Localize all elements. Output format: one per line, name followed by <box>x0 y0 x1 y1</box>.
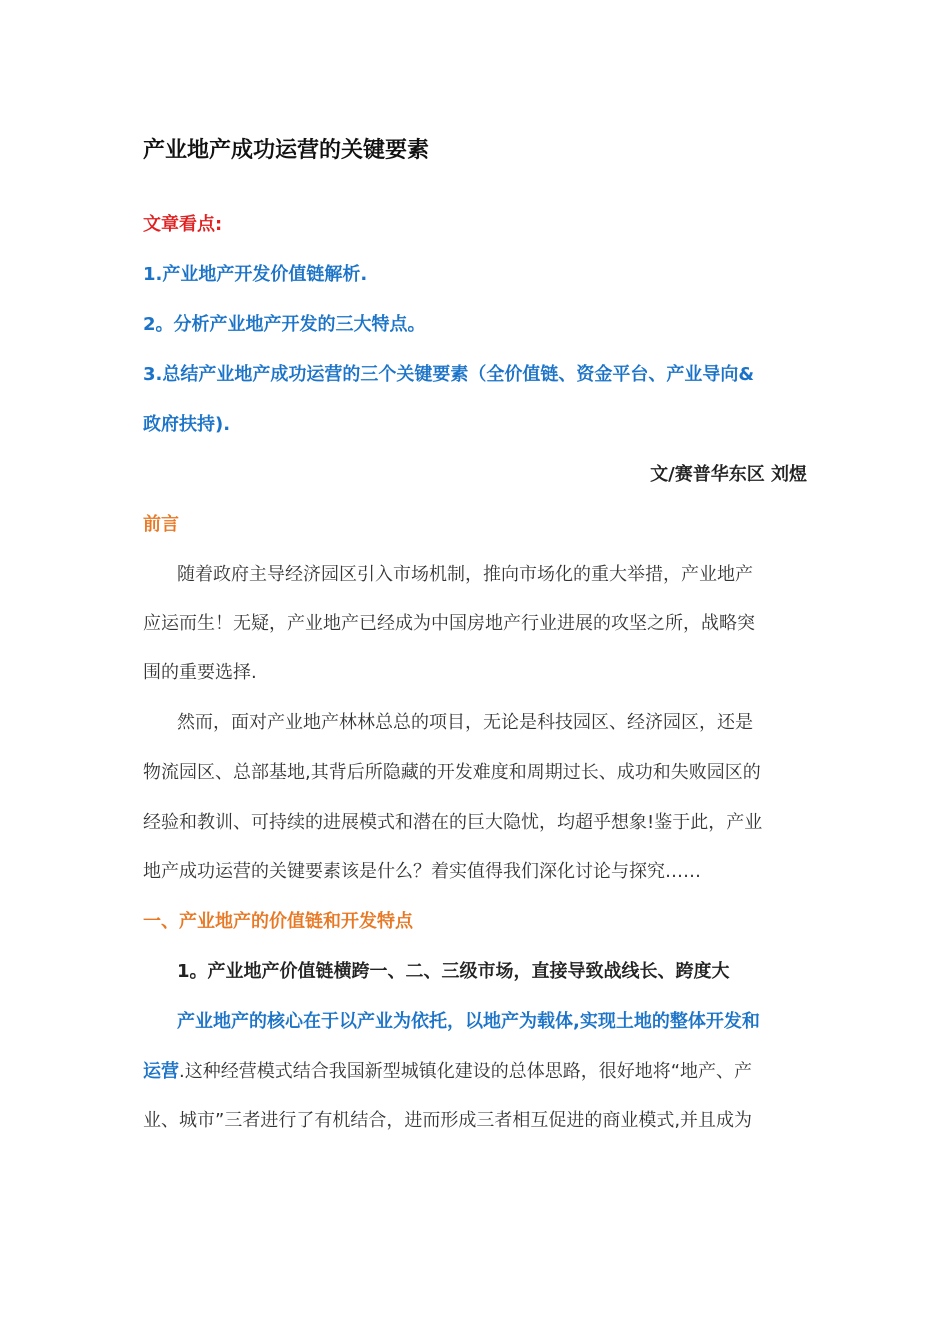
preface-para2-line2: 物流园区、总部基地,其背后所隐藏的开发难度和周期过长、成功和失败园区的 <box>143 762 761 783</box>
preface-para2-line4: 地产成功运营的关键要素该是什么？着实值得我们深化讨论与探究…… <box>143 861 701 882</box>
section1-heading: 一、产业地产的价值链和开发特点 <box>143 911 413 932</box>
preface-heading: 前言 <box>143 514 179 535</box>
section1-para-bold-line1: 产业地产的核心在于以产业为依托，以地产为载体,实现土地的整体开发和 <box>177 1011 760 1032</box>
highlight-item-1: 1.产业地产开发价值链解析. <box>143 264 368 285</box>
highlight-item-3-cont: 政府扶持). <box>143 414 231 435</box>
author-line: 文/赛普华东区 刘煜 <box>650 464 807 485</box>
section1-sub1: 1。产业地产价值链横跨一、二、三级市场，直接导致战线长、跨度大 <box>177 961 730 982</box>
section1-para-bold-line2: 运营 <box>143 1061 179 1082</box>
preface-para1-line3: 围的重要选择. <box>143 662 257 683</box>
section1-para-rest-line2: 业、城市”三者进行了有机结合，进而形成三者相互促进的商业模式,并且成为 <box>143 1110 753 1131</box>
highlights-label: 文章看点: <box>143 214 223 235</box>
highlight-item-2: 2。分析产业地产开发的三大特点。 <box>143 314 426 335</box>
preface-para1-line2: 应运而生！无疑，产业地产已经成为中国房地产行业进展的攻坚之所，战略突 <box>143 613 755 634</box>
page-title: 产业地产成功运营的关键要素 <box>143 138 430 163</box>
preface-para1-line1: 随着政府主导经济园区引入市场机制，推向市场化的重大举措，产业地产 <box>177 564 753 585</box>
highlight-item-3: 3.总结产业地产成功运营的三个关键要素（全价值链、资金平台、产业导向& <box>143 364 755 385</box>
preface-para2-line3: 经验和教训、可持续的进展模式和潜在的巨大隐忧，均超乎想象!鉴于此，产业 <box>143 812 763 833</box>
section1-para-rest-line1: .这种经营模式结合我国新型城镇化建设的总体思路，很好地将“地产、产 <box>179 1061 753 1082</box>
section1-para-line2 <box>143 1060 752 1084</box>
preface-para2-line1: 然而，面对产业地产林林总总的项目，无论是科技园区、经济园区，还是 <box>177 712 753 733</box>
